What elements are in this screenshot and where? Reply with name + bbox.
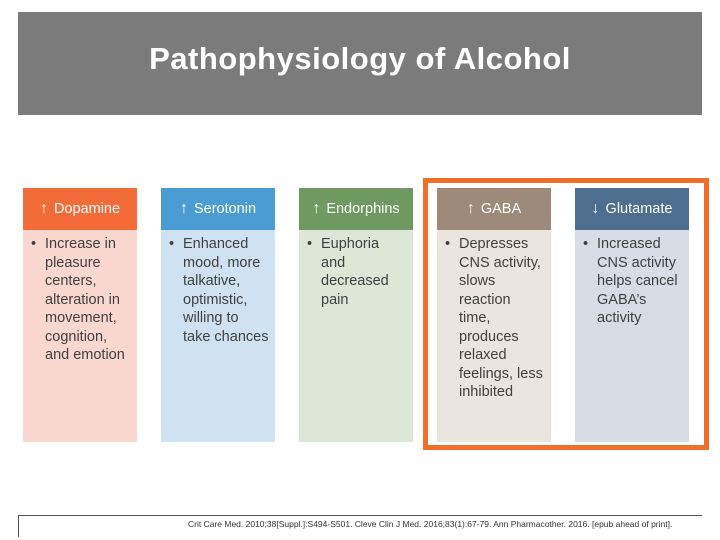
title-bar	[18, 12, 702, 115]
column-header	[299, 188, 413, 230]
footer-divider-tick	[18, 515, 19, 537]
column-header	[575, 188, 689, 230]
bullet-icon: •	[307, 236, 313, 252]
slide-title: Pathophysiology of Alcohol	[149, 40, 571, 76]
bullet-item	[31, 235, 131, 365]
column-heading: GABA	[480, 201, 522, 217]
column-body	[437, 230, 551, 442]
bullet-item	[307, 235, 407, 309]
column-0	[23, 188, 137, 442]
arrow-up-icon: ↑	[466, 200, 475, 217]
arrow-up-icon: ↑	[179, 200, 188, 217]
column-heading: Dopamine	[53, 201, 121, 217]
column-header	[23, 188, 137, 230]
bullet-icon: •	[583, 236, 589, 252]
bullet-item	[169, 235, 269, 346]
arrow-up-icon: ↑	[39, 200, 48, 217]
arrow-down-icon: ↓	[591, 200, 600, 217]
column-body	[575, 230, 689, 442]
bullet-text: Increased CNS activity helps cancel GABA’s activity	[597, 236, 678, 326]
column-heading: Glutamate	[605, 201, 673, 217]
bullet-item	[445, 235, 545, 402]
bullet-icon: •	[169, 236, 175, 252]
column-1	[161, 188, 275, 442]
footer-divider	[18, 515, 702, 516]
bullet-text: Increase in pleasure centers, alteration in movement, cognition, and emotion	[45, 236, 125, 363]
arrow-up-icon: ↑	[312, 200, 321, 217]
bullet-item	[583, 235, 683, 328]
column-4	[575, 188, 689, 442]
references-footer: Crit Care Med. 2010;38[Suppl.]:S494-S501. Cleve Clin J Med. 2016;83(1):67-79. Ann Pharmacother. 2016. [epub ahead of print].	[188, 519, 673, 529]
column-heading: Serotonin	[193, 201, 257, 217]
column-body	[161, 230, 275, 442]
column-header	[437, 188, 551, 230]
bullet-text: Enhanced mood, more talkative, optimistic, willing to take chances	[183, 236, 269, 345]
column-heading: Endorphins	[326, 201, 400, 217]
column-3	[437, 188, 551, 442]
bullet-icon: •	[31, 236, 37, 252]
bullet-icon: •	[445, 236, 451, 252]
column-body	[299, 230, 413, 442]
column-2	[299, 188, 413, 442]
bullet-text: Euphoria and decreased pain	[321, 236, 389, 308]
column-body	[23, 230, 137, 442]
column-header	[161, 188, 275, 230]
bullet-text: Depresses CNS activity, slows reaction time, produces relaxed feelings, less inhibited	[459, 236, 543, 400]
